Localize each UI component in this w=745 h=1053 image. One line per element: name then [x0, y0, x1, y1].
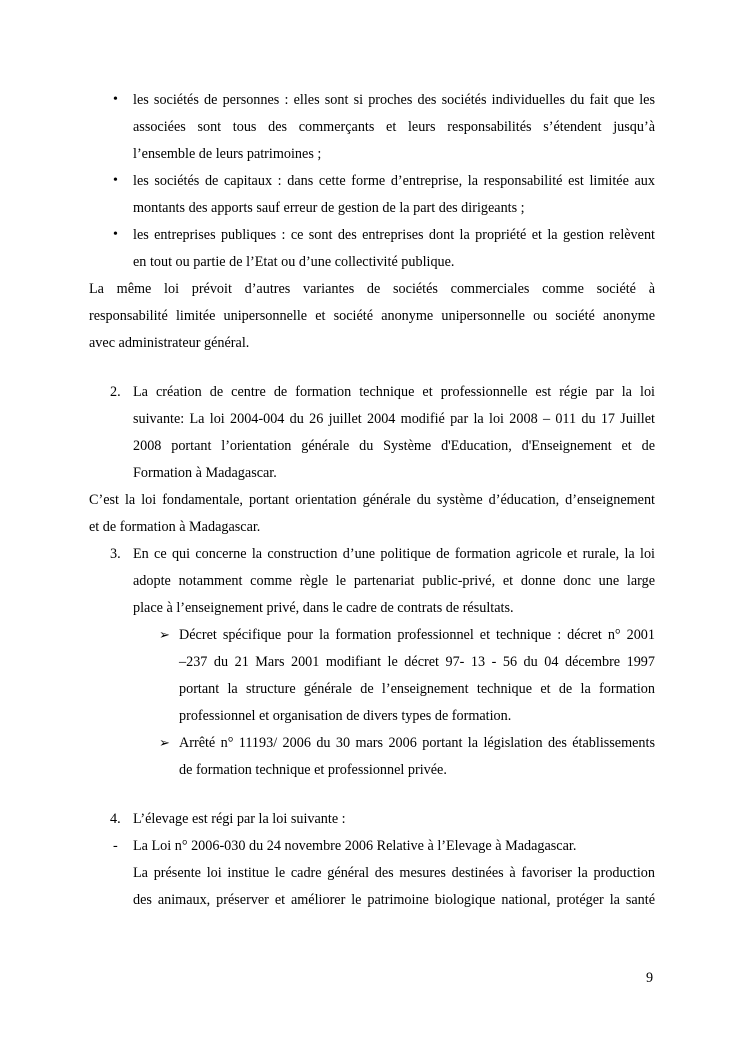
paragraph-line: responsabilité limitée unipersonnelle et société anonyme unipersonnelle ou société anonyme: [89, 308, 655, 324]
bullet-line: l’ensemble de leurs patrimoines ;: [133, 146, 322, 162]
list-number: 4.: [110, 811, 121, 827]
list-number: 3.: [110, 546, 121, 562]
bullet-marker: •: [113, 227, 118, 242]
subitem-line: –237 du 21 Mars 2001 modifiant le décret 97- 13 - 56 du 04 décembre 1997: [179, 654, 655, 670]
bullet-marker: •: [113, 173, 118, 188]
page-number: 9: [646, 970, 654, 986]
dash-item-line: La présente loi institue le cadre général des mesures destinées à favoriser la production: [133, 865, 655, 881]
dash-item-line: La Loi n° 2006-030 du 24 novembre 2006 Relative à l’Elevage à Madagascar.: [133, 838, 577, 854]
subitem-line: Décret spécifique pour la formation professionnel et technique : décret n° 2001: [179, 627, 655, 643]
paragraph-line: et de formation à Madagascar.: [89, 519, 261, 535]
list-item-line: La création de centre de formation technique et professionnelle est régie par la loi: [133, 384, 655, 400]
bullet-line: associées sont tous des commerçants et leurs responsabilités s’étendent jusqu’à: [133, 119, 655, 135]
list-number: 2.: [110, 384, 121, 400]
paragraph-line: avec administrateur général.: [89, 335, 250, 351]
dash-item-line: des animaux, préserver et améliorer le patrimoine biologique national, protéger la santé: [133, 892, 655, 908]
bullet-line: en tout ou partie de l’Etat ou d’une collectivité publique.: [133, 254, 455, 270]
subitem-line: professionnel et organisation de divers types de formation.: [179, 708, 512, 724]
list-item-line: L’élevage est régi par la loi suivante :: [133, 811, 346, 827]
list-item-line: En ce qui concerne la construction d’une politique de formation agricole et rurale, la loi: [133, 546, 655, 562]
arrow-bullet-icon: ➢: [159, 735, 170, 750]
bullet-line: les sociétés de personnes : elles sont si proches des sociétés individuelles du fait que les: [133, 92, 655, 108]
arrow-bullet-icon: ➢: [159, 627, 170, 642]
list-item-line: adopte notamment comme règle le partenariat public-privé, et donne donc une large: [133, 573, 655, 589]
list-item-line: 2008 portant l’orientation générale du Système d'Education, d'Enseignement et de: [133, 438, 655, 454]
list-item-line: place à l’enseignement privé, dans le cadre de contrats de résultats.: [133, 600, 514, 616]
paragraph-line: C’est la loi fondamentale, portant orientation générale du système d’éducation, d’enseignement: [89, 492, 655, 508]
bullet-marker: •: [113, 92, 118, 107]
subitem-line: portant la structure générale de l’enseignement technique et de la formation: [179, 681, 655, 697]
bullet-line: montants des apports sauf erreur de gestion de la part des dirigeants ;: [133, 200, 525, 216]
subitem-line: Arrêté n° 11193/ 2006 du 30 mars 2006 portant la législation des établissements: [179, 735, 655, 751]
bullet-line: les sociétés de capitaux : dans cette forme d’entreprise, la responsabilité est limitée aux: [133, 173, 655, 189]
list-item-line: Formation à Madagascar.: [133, 465, 277, 481]
dash-marker: -: [113, 838, 118, 854]
paragraph-line: La même loi prévoit d’autres variantes de sociétés commerciales comme société à: [89, 281, 655, 297]
bullet-line: les entreprises publiques : ce sont des entreprises dont la propriété et la gestion relèvent: [133, 227, 655, 243]
list-item-line: suivante: La loi 2004-004 du 26 juillet 2004 modifié par la loi 2008 – 011 du 17 Juillet: [133, 411, 655, 427]
subitem-line: de formation technique et professionnel privée.: [179, 762, 447, 778]
